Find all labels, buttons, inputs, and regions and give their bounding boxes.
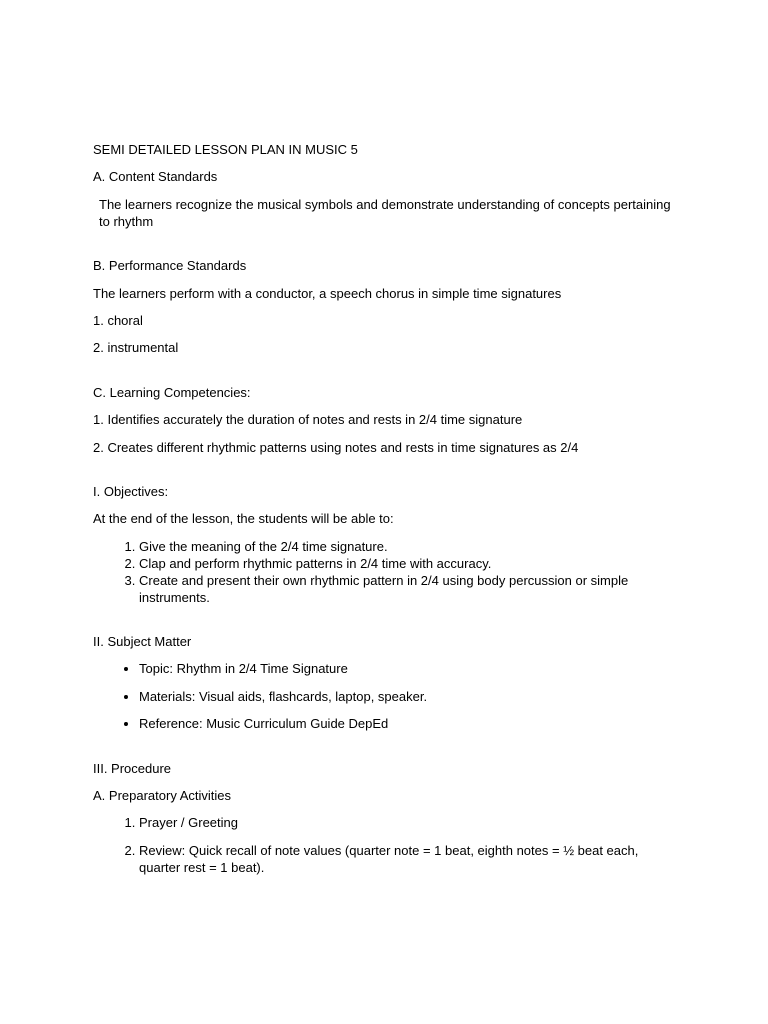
- list-item: • Topic: Rhythm in 2/4 Time Signature: [139, 660, 678, 677]
- content-standards-heading: A. Content Standards: [93, 169, 218, 185]
- list-item: 3. Create and present their own rhythmic pattern in 2/4 using body percussion or simple instruments.: [139, 572, 678, 606]
- procedure-heading: III. Procedure: [93, 760, 172, 776]
- objectives-heading: I. Objectives:: [93, 483, 169, 499]
- list-item: 2. Clap and perform rhythmic patterns in 2/4 time with accuracy.: [139, 555, 678, 572]
- competency-item: 1. Identifies accurately the duration of notes and rests in 2/4 time signature: [93, 412, 523, 428]
- document-body: [93, 141, 678, 886]
- list-item: • Reference: Music Curriculum Guide DepEd: [139, 715, 678, 732]
- document-title: SEMI DETAILED LESSON PLAN IN MUSIC 5: [93, 142, 358, 157]
- content-standards-text: The learners recognize the musical symbols and demonstrate understanding of concepts pertaining to rhythm: [99, 196, 671, 229]
- objectives-list: [93, 538, 678, 606]
- competency-item: 2. Creates different rhythmic patterns using notes and rests in time signatures as 2/4: [93, 439, 579, 455]
- list-item: • Materials: Visual aids, flashcards, laptop, speaker.: [139, 688, 678, 705]
- procedure-subheading: A. Preparatory Activities: [93, 788, 231, 804]
- procedure-list: [93, 814, 678, 875]
- performance-standards-heading: B. Performance Standards: [93, 258, 247, 274]
- performance-standards-text: The learners perform with a conductor, a speech chorus in simple time signatures: [93, 285, 562, 301]
- subject-matter-heading: II. Subject Matter: [93, 634, 192, 650]
- list-item: 1. Give the meaning of the 2/4 time signature.: [139, 538, 678, 555]
- performance-item: 2. instrumental: [93, 340, 179, 356]
- learning-competencies-heading: C. Learning Competencies:: [93, 384, 251, 400]
- performance-item: 1. choral: [93, 312, 143, 328]
- list-item: 2. Review: Quick recall of note values (quarter note = 1 beat, eighth notes = ½ beat each, quarter rest = 1 beat).: [139, 842, 678, 876]
- subject-matter-list: [93, 660, 678, 732]
- list-item: 1. Prayer / Greeting: [139, 814, 678, 831]
- objectives-intro: At the end of the lesson, the students will be able to:: [93, 511, 394, 527]
